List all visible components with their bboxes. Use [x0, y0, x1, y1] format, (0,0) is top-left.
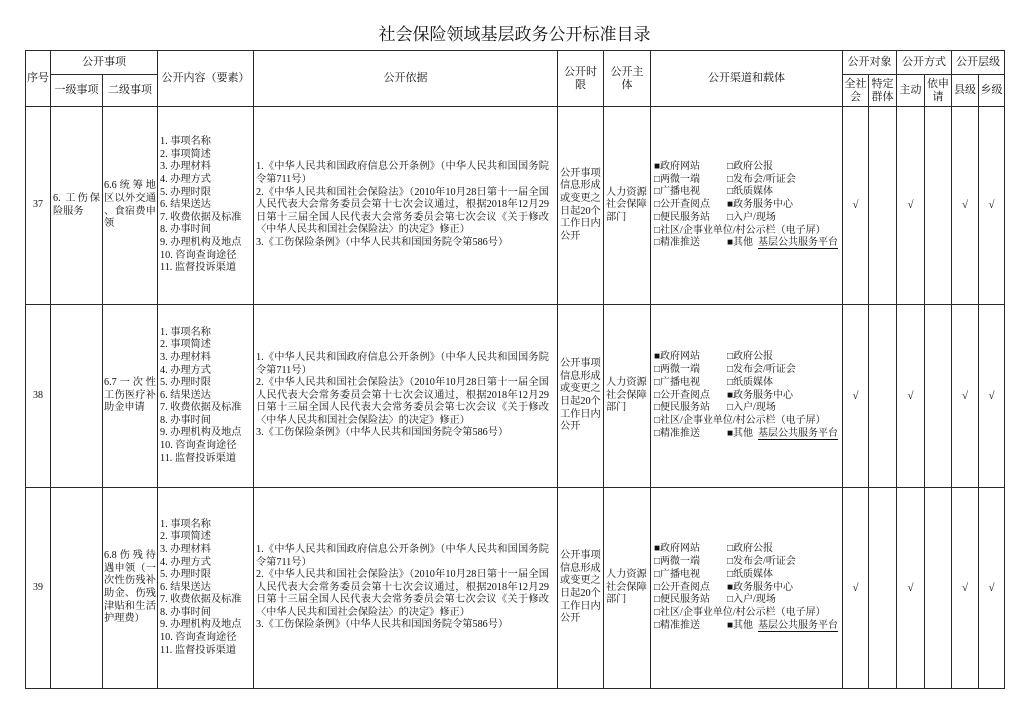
channel-label: 政务服务中心: [733, 581, 794, 593]
level-county-cell: √: [952, 107, 979, 305]
unchecked-box-icon: □: [654, 237, 661, 249]
checked-box-icon: ■: [654, 351, 661, 363]
channel-line: [654, 351, 840, 364]
unchecked-box-icon: □: [727, 173, 734, 185]
content-element: 1. 事项名称: [160, 326, 211, 338]
channel-label: 政府网站: [660, 160, 701, 172]
content-element: 2. 事项简述: [160, 148, 211, 160]
unchecked-box-icon: □: [654, 402, 661, 414]
unchecked-box-icon: □: [727, 186, 734, 198]
basis-item: 2.《中华人民共和国社会保险法》（2010年10月28日第十一届全国人民代表大会常务委员会第十七次会议通过，根据2018年12月29日第十三届全国人民代表大会常务委员会第七次会议《关于修改〈中华人民共和国社会保险法〉的决定》修正）: [256, 569, 549, 618]
channel-line-other: [654, 428, 840, 441]
content-element: 7. 收费依据及标准: [160, 402, 242, 414]
basis-item: 2.《中华人民共和国社会保险法》（2010年10月28日第十一届全国人民代表大会常务委员会第十七次会议通过，根据2018年12月29日第十三届全国人民代表大会常务委员会第七次会议《关于修改〈中华人民共和国社会保险法〉的决定》修正）: [256, 377, 549, 426]
header-subject: 公开主体: [604, 51, 651, 107]
channel-label: 政府网站: [660, 351, 701, 363]
header-level-county: 县级: [952, 75, 979, 107]
table-row: [26, 305, 1005, 488]
checked-box-icon: ■: [727, 389, 734, 401]
mode-active-cell: √: [897, 305, 925, 488]
content-element: 10. 咨询查询途径: [160, 632, 237, 644]
unchecked-box-icon: □: [654, 619, 661, 631]
level1-item-cell: [51, 488, 103, 689]
channel-option: [727, 402, 776, 415]
checked-box-icon: ■: [727, 237, 734, 249]
channel-option: [727, 212, 776, 225]
header-row-top: [26, 51, 1005, 75]
unchecked-box-icon: □: [727, 376, 734, 388]
unchecked-box-icon: □: [727, 402, 734, 414]
channel-label: 入户/现场: [733, 211, 776, 223]
checked-box-icon: ■: [727, 619, 734, 631]
channel-line: [654, 390, 840, 403]
checked-box-icon: ■: [727, 581, 734, 593]
channel-other-detail: 基层公共服务平台: [758, 427, 839, 439]
seq-cell: 37: [26, 107, 51, 305]
unchecked-box-icon: □: [727, 594, 734, 606]
channel-label: 广播电视: [660, 376, 701, 388]
content-element: 5. 办理时限: [160, 569, 211, 581]
channel-line: [654, 607, 840, 620]
channel-line: [654, 377, 840, 390]
channel-line: [654, 364, 840, 377]
channel-option: [727, 174, 796, 187]
channel-line-other: [654, 237, 840, 250]
channel-line: [654, 161, 840, 174]
channel-label: 社区/企事业单位/村公示栏（电子屏）: [660, 224, 826, 236]
content-element: 4. 办理方式: [160, 556, 211, 568]
content-element: 9. 办理机构及地点: [160, 427, 242, 439]
channel-option: [727, 364, 796, 377]
header-content: 公开内容（要素）: [158, 51, 254, 107]
unchecked-box-icon: □: [727, 364, 734, 375]
content-elements-cell: [158, 107, 254, 305]
time-limit-cell: 公开事项信息形成或变更之日起20个工作日内公开: [558, 488, 604, 689]
header-level2: 二级事项: [103, 75, 158, 107]
channel-option: [654, 186, 727, 199]
channel-line: [654, 402, 840, 415]
content-element: 6. 结果送达: [160, 389, 211, 401]
channel-line: [654, 174, 840, 187]
channel-label: 其他: [733, 427, 754, 439]
unchecked-box-icon: □: [654, 594, 661, 606]
subject-cell: 人力资源社会保障部门: [604, 305, 651, 488]
header-channels: 公开渠道和载体: [651, 51, 843, 107]
content-element: 3. 办理材料: [160, 161, 211, 173]
basis-cell: [254, 488, 558, 689]
channel-line: [654, 212, 840, 225]
content-element: 8. 办事时间: [160, 414, 211, 426]
channel-option: [727, 199, 793, 212]
unchecked-box-icon: □: [654, 173, 661, 185]
content-elements-cell: [158, 488, 254, 689]
content-element: 4. 办理方式: [160, 174, 211, 186]
channel-label: 精准推送: [660, 427, 701, 439]
content-element: 10. 咨询查询途径: [160, 440, 237, 452]
channel-option: [654, 620, 727, 633]
channel-option: [654, 594, 727, 607]
basis-item: 1.《中华人民共和国政府信息公开条例》（中华人民共和国国务院令第711号）: [256, 351, 549, 376]
content-element: 2. 事项简述: [160, 531, 211, 543]
channel-line: [654, 415, 840, 428]
content-element: 6. 结果送达: [160, 199, 211, 211]
mode-request-cell: [925, 107, 952, 305]
target-all-cell: √: [843, 488, 869, 689]
table-row: [26, 488, 1005, 689]
content-element: 1. 事项名称: [160, 136, 211, 148]
unchecked-box-icon: □: [654, 211, 661, 223]
channel-line: [654, 556, 840, 569]
content-elements-cell: [158, 305, 254, 488]
checked-box-icon: ■: [727, 427, 734, 439]
content-element: 7. 收费依据及标准: [160, 211, 242, 223]
channel-label: 发布会/听证会: [733, 364, 796, 375]
basis-cell: [254, 107, 558, 305]
header-target: 公开对象: [843, 51, 897, 75]
checked-box-icon: ■: [654, 160, 661, 172]
channel-label: 公开查阅点: [660, 199, 711, 211]
channel-line-other: [654, 620, 840, 633]
target-specific-cell: [869, 488, 897, 689]
header-level-town: 乡级: [979, 75, 1005, 107]
channel-label: 两微一端: [660, 173, 701, 185]
channels-cell: [651, 305, 843, 488]
header-time-limit: 公开时限: [558, 51, 604, 107]
channel-option: [654, 402, 727, 415]
channel-option: [727, 582, 793, 595]
channel-label: 社区/企事业单位/村公示栏（电子屏）: [660, 607, 826, 619]
basis-item: 1.《中华人民共和国政府信息公开条例》（中华人民共和国国务院令第711号）: [256, 543, 549, 568]
channel-option: [727, 161, 773, 174]
channel-label: 纸质媒体: [733, 568, 774, 580]
channel-label: 政务服务中心: [733, 389, 794, 401]
content-element: 8. 办事时间: [160, 606, 211, 618]
channel-option: [654, 161, 727, 174]
unchecked-box-icon: □: [727, 160, 734, 172]
header-mode-active: 主动: [897, 75, 925, 107]
content-element: 3. 办理材料: [160, 543, 211, 555]
unchecked-box-icon: □: [654, 364, 661, 375]
channel-label: 发布会/听证会: [733, 173, 796, 185]
unchecked-box-icon: □: [727, 556, 734, 567]
mode-active-cell: √: [897, 488, 925, 689]
mode-request-cell: [925, 488, 952, 689]
channel-option: [654, 390, 727, 403]
channel-line: [654, 582, 840, 595]
subject-cell: 人力资源社会保障部门: [604, 107, 651, 305]
subject-cell: 人力资源社会保障部门: [604, 488, 651, 689]
channel-label: 入户/现场: [733, 402, 776, 414]
standard-catalog-table: [25, 50, 1005, 689]
channel-label: 精准推送: [660, 237, 701, 249]
target-specific-cell: [869, 107, 897, 305]
channel-option: [654, 199, 727, 212]
channel-label: 入户/现场: [733, 594, 776, 606]
basis-item: 3.《工伤保险条例》（中华人民共和国国务院令第586号）: [256, 619, 509, 631]
level2-item-cell: 6.8伤残待遇申领（一次性伤残补助金、伤残津贴和生活护理费）: [103, 488, 158, 689]
unchecked-box-icon: □: [727, 211, 734, 223]
channel-label: 政府公报: [733, 160, 774, 172]
channel-option: [654, 428, 727, 441]
header-target-specific: 特定群体: [869, 75, 897, 107]
channel-option: [654, 364, 727, 377]
unchecked-box-icon: □: [727, 351, 734, 363]
channel-line: [654, 569, 840, 582]
header-level: 公开层级: [952, 51, 1005, 75]
level-county-cell: √: [952, 488, 979, 689]
level-town-cell: √: [979, 305, 1005, 488]
channels-cell: [651, 107, 843, 305]
channel-option: [727, 556, 796, 569]
level2-item-cell: 6.7一次性工伤医疗补助金申请: [103, 305, 158, 488]
unchecked-box-icon: □: [654, 427, 661, 439]
channel-label: 公开查阅点: [660, 581, 711, 593]
content-element: 9. 办理机构及地点: [160, 236, 242, 248]
channel-label: 政务服务中心: [733, 199, 794, 211]
channels-cell: [651, 488, 843, 689]
channel-line: [654, 594, 840, 607]
mode-request-cell: [925, 305, 952, 488]
channel-label: 广播电视: [660, 186, 701, 198]
header-mode: 公开方式: [897, 51, 952, 75]
channel-label: 广播电视: [660, 568, 701, 580]
unchecked-box-icon: □: [654, 224, 661, 236]
unchecked-box-icon: □: [654, 415, 661, 427]
target-all-cell: √: [843, 305, 869, 488]
channel-option: [727, 186, 773, 199]
unchecked-box-icon: □: [654, 607, 661, 619]
channel-label: 政府公报: [733, 543, 774, 555]
content-element: 3. 办理材料: [160, 351, 211, 363]
document-title: 社会保险领域基层政务公开标准目录: [378, 25, 651, 44]
content-element: 6. 结果送达: [160, 581, 211, 593]
content-element: 8. 办事时间: [160, 224, 211, 236]
channel-option: [727, 569, 773, 582]
content-element: 10. 咨询查询途径: [160, 249, 237, 261]
channel-label: 精准推送: [660, 619, 701, 631]
seq-cell: 38: [26, 305, 51, 488]
seq-cell: 39: [26, 488, 51, 689]
channel-label: 两微一端: [660, 556, 701, 567]
unchecked-box-icon: □: [654, 376, 661, 388]
channel-label: 社区/企事业单位/村公示栏（电子屏）: [660, 415, 826, 427]
channel-option: [654, 582, 727, 595]
level-town-cell: √: [979, 488, 1005, 689]
channel-label: 政府网站: [660, 543, 701, 555]
content-element: 7. 收费依据及标准: [160, 594, 242, 606]
target-all-cell: √: [843, 107, 869, 305]
level1-item-cell: [51, 305, 103, 488]
checked-box-icon: ■: [727, 199, 734, 211]
channel-label: 纸质媒体: [733, 376, 774, 388]
channel-option: [654, 212, 727, 225]
unchecked-box-icon: □: [654, 389, 661, 401]
channel-option: [654, 174, 727, 187]
basis-item: 3.《工伤保险条例》（中华人民共和国国务院令第586号）: [256, 236, 509, 248]
channel-label: 便民服务站: [660, 211, 711, 223]
channel-label: 其他: [733, 237, 754, 249]
header-basis: 公开依据: [254, 51, 558, 107]
channel-label: 公开查阅点: [660, 389, 711, 401]
channel-option: [654, 351, 727, 364]
channel-option: [654, 569, 727, 582]
channel-label: 其他: [733, 619, 754, 631]
time-limit-cell: 公开事项信息形成或变更之日起20个工作日内公开: [558, 107, 604, 305]
header-level1: 一级事项: [51, 75, 103, 107]
level-town-cell: √: [979, 107, 1005, 305]
header-public-items: 公开事项: [51, 51, 158, 75]
channel-option: [727, 594, 776, 607]
level2-item-cell: 6.6统筹地区以外交通、食宿费申领: [103, 107, 158, 305]
content-element: 11. 监督投诉渠道: [160, 262, 237, 274]
unchecked-box-icon: □: [727, 568, 734, 580]
channel-option: [727, 390, 793, 403]
target-specific-cell: [869, 305, 897, 488]
content-element: 11. 监督投诉渠道: [160, 452, 237, 464]
unchecked-box-icon: □: [654, 186, 661, 198]
channel-line: [654, 543, 840, 556]
basis-item: 2.《中华人民共和国社会保险法》（2010年10月28日第十一届全国人民代表大会常务委员会第十七次会议通过，根据2018年12月29日第十三届全国人民代表大会常务委员会第七次会议《关于修改〈中华人民共和国社会保险法〉的决定》修正）: [256, 186, 549, 236]
channel-option: [654, 225, 826, 238]
content-element: 4. 办理方式: [160, 364, 211, 376]
table-body: [26, 107, 1005, 689]
channel-option: [654, 607, 826, 620]
channel-option: [654, 543, 727, 556]
unchecked-box-icon: □: [654, 568, 661, 580]
channel-label: 发布会/听证会: [733, 556, 796, 567]
header-target-all: 全社会: [843, 75, 869, 107]
header-seq: 序号: [26, 51, 51, 107]
channel-line: [654, 225, 840, 238]
header-mode-request: 依申请: [925, 75, 952, 107]
level-county-cell: √: [952, 305, 979, 488]
level1-item-cell: 6. 工伤保险服务: [51, 107, 103, 305]
unchecked-box-icon: □: [727, 543, 734, 555]
channel-option: [654, 377, 727, 390]
channel-other-detail: 基层公共服务平台: [758, 619, 839, 631]
channel-option: [727, 351, 773, 364]
channel-label: 两微一端: [660, 364, 701, 375]
channel-other-detail: 基层公共服务平台: [758, 237, 839, 249]
basis-item: 3.《工伤保险条例》（中华人民共和国国务院令第586号）: [256, 427, 509, 439]
basis-item: 1.《中华人民共和国政府信息公开条例》（中华人民共和国国务院令第711号）: [256, 161, 549, 186]
channel-option: [727, 543, 773, 556]
channel-option: [654, 415, 826, 428]
channel-label: 政府公报: [733, 351, 774, 363]
content-element: 11. 监督投诉渠道: [160, 644, 237, 656]
time-limit-cell: 公开事项信息形成或变更之日起20个工作日内公开: [558, 305, 604, 488]
content-element: 9. 办理机构及地点: [160, 619, 242, 631]
table-row: [26, 107, 1005, 305]
content-element: 1. 事项名称: [160, 518, 211, 530]
channel-option: [727, 377, 773, 390]
content-element: 5. 办理时限: [160, 377, 211, 389]
content-element: 2. 事项简述: [160, 339, 211, 351]
content-element: 5. 办理时限: [160, 186, 211, 198]
channel-option: [654, 237, 727, 250]
channel-label: 便民服务站: [660, 402, 711, 414]
unchecked-box-icon: □: [654, 581, 661, 593]
channel-line: [654, 199, 840, 212]
table-header: [26, 51, 1005, 107]
channel-option: [654, 556, 727, 569]
mode-active-cell: √: [897, 107, 925, 305]
channel-label: 便民服务站: [660, 594, 711, 606]
unchecked-box-icon: □: [654, 556, 661, 567]
basis-cell: [254, 305, 558, 488]
checked-box-icon: ■: [654, 543, 661, 555]
channel-label: 纸质媒体: [733, 186, 774, 198]
channel-line: [654, 186, 840, 199]
unchecked-box-icon: □: [654, 199, 661, 211]
